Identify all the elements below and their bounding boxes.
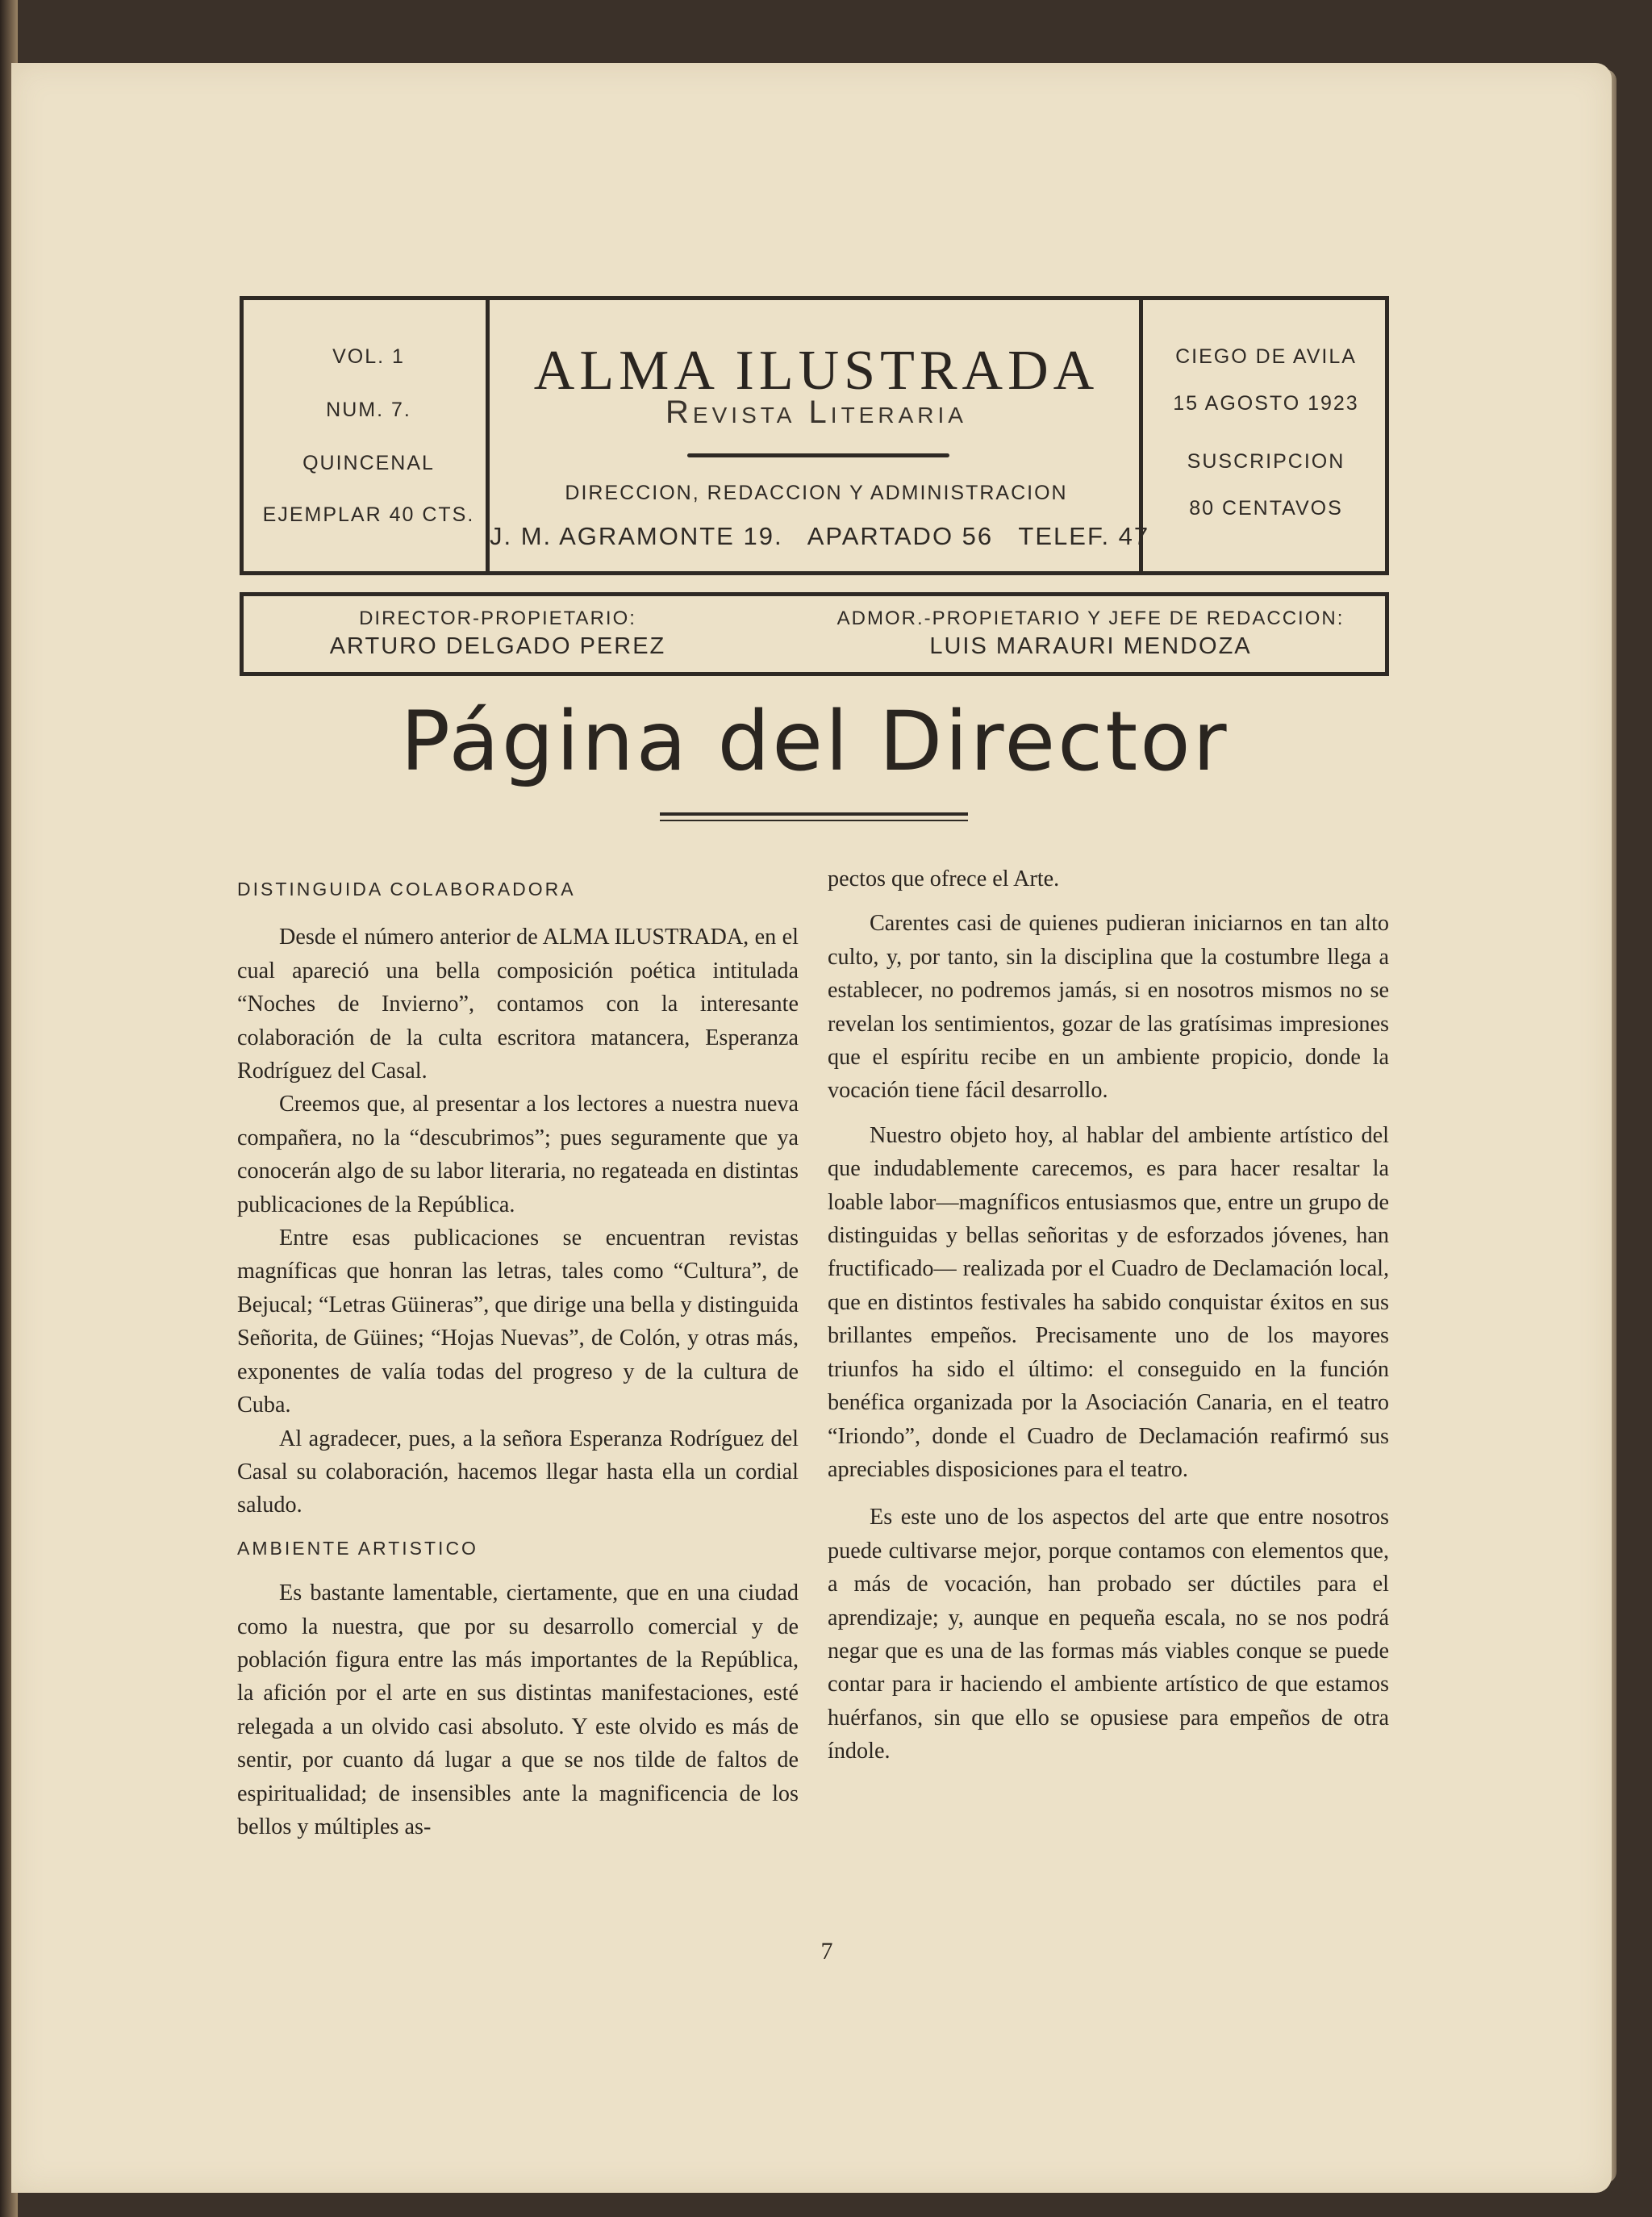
corner-ornament-icon: [1365, 551, 1389, 575]
corner-ornament-icon: [240, 551, 264, 575]
masthead-box: [240, 296, 1389, 575]
admin-name: LUIS MARAURI MENDOZA: [929, 633, 1252, 659]
paragraph: Entre esas publicaciones se encuentran revistas magníficas que honran las letras, tales como “Cultura”, de Bejucal; “Letras Güineras”, que dirige una bella y distinguida Señorita, de Güines; “Hojas Nuevas”, de Colón, y otras más, exponentes de valía todas del progreso y de la cultura de Cuba.: [237, 1225, 799, 1418]
section-heading: AMBIENTE ARTISTICO: [237, 1537, 478, 1559]
issue-date: 15 AGOSTO 1923: [1173, 392, 1359, 415]
issue-number: NUM. 7.: [326, 399, 411, 421]
masthead-rule: [687, 453, 949, 457]
page-number: 7: [820, 1938, 833, 1964]
paragraph: Al agradecer, pues, a la señora Esperanza Rodríguez del Casal su colaboración, hacemos llegar hasta ella un cordial saludo.: [237, 1426, 799, 1518]
title-rule: [660, 820, 968, 821]
director-role: DIRECTOR-PROPIETARIO:: [359, 607, 636, 629]
corner-ornament-icon: [240, 296, 264, 320]
corner-ornament-icon: [1365, 296, 1389, 320]
city: CIEGO DE AVILA: [1175, 345, 1357, 368]
left-column: [237, 873, 799, 1843]
staff-box: [240, 592, 1389, 676]
magazine-title: ALMA ILUSTRADA: [533, 340, 1099, 402]
issue-price: EJEMPLAR 40 CTS.: [262, 503, 475, 526]
paragraph: Es bastante lamentable, ciertamente, que en una ciudad como la nuestra, que por su desarrollo comercial y de población figura entre las más importantes de la República, la afición por el arte en sus distintas manifestaciones, esté relegada a un olvido casi absoluto. Y este olvido es más de sentir, por cuanto dá lugar a que se nos tilde de faltos de espiritualidad; de insensibles ante la magnificencia de los bellos y múltiples as-: [237, 1580, 799, 1839]
paragraph: Nuestro objeto hoy, al hablar del ambiente artístico del que indudablemente carecemos, es para hacer resaltar la loable labor—magníficos entusiasmos que, entre un grupo de distinguidas y bellas señoritas y de esforzados jóvenes, han fructificado— realizada por el Cuadro de Declamación local, que en distintos festivales ha sabido conquistar éxitos en sus brillantes empeños. Precisamente uno de los mayores triunfos ha sido el último: el conseguido en la función benéfica organizada por la Asociación Canaria, en el teatro “Iriondo”, donde el Cuadro de Declamación reafirmó sus apreciables disposiciones para el teatro.: [828, 1122, 1389, 1482]
right-column: [828, 862, 1389, 1768]
volume: VOL. 1: [332, 345, 405, 368]
director-name: ARTURO DELGADO PEREZ: [329, 633, 666, 659]
subscription-label: SUSCRIPCION: [1187, 450, 1345, 473]
section-heading: DISTINGUIDA COLABORADORA: [237, 879, 576, 900]
admin-line: DIRECCION, REDACCION Y ADMINISTRACION: [565, 482, 1068, 504]
paragraph: Creemos que, al presentar a los lectores a nuestra nueva compañera, no la “descubrimos”; pues seguramente que ya conocerán algo de su labor literaria, no regateada en distintas publicaciones de la República.: [237, 1092, 799, 1217]
admin-credit: [808, 607, 1373, 660]
paragraph: Desde el número anterior de ALMA ILUSTRADA, en el cual apareció una bella composición poética intitulada “Noches de Invierno”, contamos con la interesante colaboración de la culta escritora matancera, Esperanza Rodríguez del Casal.: [237, 925, 799, 1084]
paragraph: Es este uno de los aspectos del arte que entre nosotros puede cultivarse mejor, porque contamos con elementos que, a más de vocación, han probado ser dúctiles para el aprendizaje; y, aunque en pequeña escala, no se nos podrá negar que es una de las formas más viables conque se puede contar para ir haciendo el ambiente artístico de que estamos huérfanos, sin que ello se opusiese para empeños de otra índole.: [828, 1505, 1389, 1764]
admin-role: ADMOR.-PROPIETARIO Y JEFE DE REDACCION:: [836, 607, 1345, 629]
paragraph: pectos que ofrece el Arte.: [828, 866, 1060, 891]
address-line: J. M. AGRAMONTE 19. APARTADO 56 TELEF. 47: [490, 522, 1150, 550]
title-rule: [660, 812, 968, 816]
page-title: Página del Director: [400, 694, 1229, 790]
paragraph: Carentes casi de quienes pudieran iniciarnos en tan alto culto, y, por tanto, sin la disciplina que la costumbre llega a establecer, no podremos jamás, si en nosotros mismos no se revelan los sentimientos, gozar de las gratísimas impresiones que el espíritu recibe en un ambiente propicio, donde la vocación tiene fácil desarrollo.: [828, 911, 1389, 1104]
magazine-subtitle: Revista Literaria: [665, 395, 967, 430]
director-credit: [260, 607, 736, 660]
masthead-center: [490, 300, 1150, 571]
subscription-price: 80 CENTAVOS: [1189, 497, 1343, 520]
frequency: QUINCENAL: [302, 452, 435, 474]
